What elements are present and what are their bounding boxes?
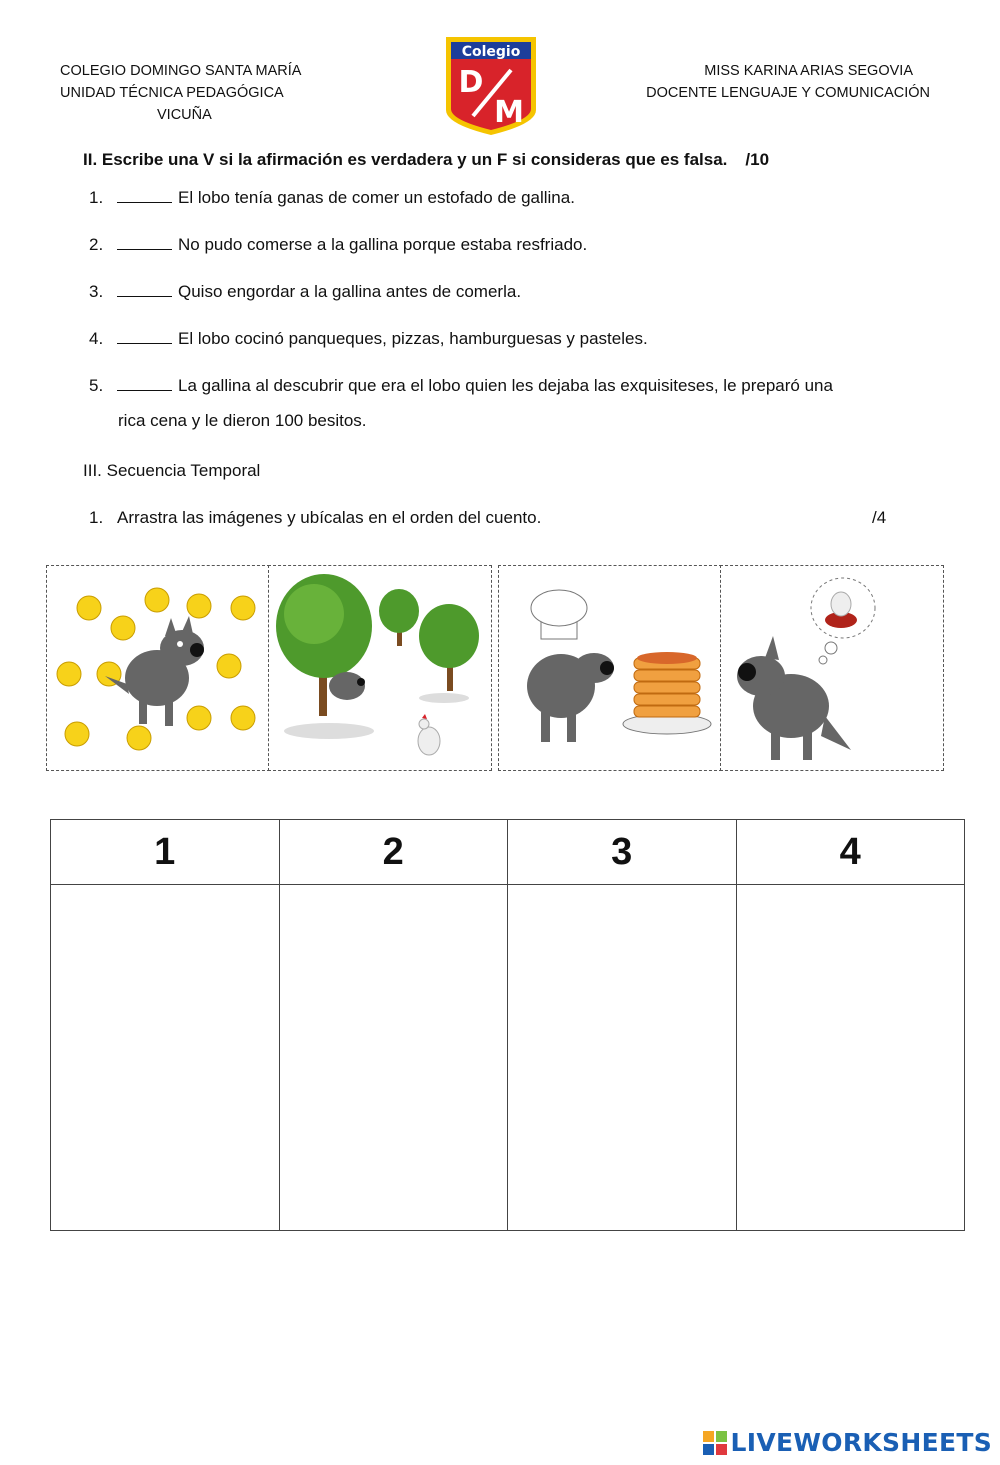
sequence-header-3: 3 bbox=[508, 820, 737, 885]
image-card-wolf-thinking[interactable] bbox=[720, 565, 944, 771]
answer-blank-4[interactable] bbox=[117, 329, 172, 344]
answer-blank-1[interactable] bbox=[117, 188, 172, 203]
answer-blank-3[interactable] bbox=[117, 282, 172, 297]
question-1 bbox=[89, 188, 575, 208]
question-text: No pudo comerse a la gallina porque estaba resfriado. bbox=[178, 235, 588, 254]
liveworksheets-text: LIVEWORKSHEETS bbox=[730, 1428, 992, 1457]
answer-blank-5[interactable] bbox=[117, 376, 172, 391]
school-info bbox=[60, 60, 301, 126]
question-text: Quiso engordar a la gallina antes de comerla. bbox=[178, 282, 522, 301]
question-4 bbox=[89, 329, 648, 349]
section-3-title: III. Secuencia Temporal bbox=[83, 461, 261, 480]
question-3 bbox=[89, 282, 521, 302]
wolf-trees-illustration bbox=[269, 566, 491, 770]
section-2-heading: II. Escribe una V si la afirmación es verdadera y un F si consideras que es falsa. bbox=[83, 150, 728, 169]
liveworksheets-logo bbox=[703, 1428, 992, 1457]
image-card-wolf-chicks[interactable] bbox=[46, 565, 270, 771]
question-number: 5. bbox=[89, 376, 104, 395]
question-text: La gallina al descubrir que era el lobo quien les dejaba las exquisiteses, le preparó una bbox=[178, 376, 833, 395]
instruction bbox=[89, 508, 541, 528]
sequence-header-1: 1 bbox=[51, 820, 280, 885]
section-2-score: /10 bbox=[745, 150, 770, 169]
section-2-title bbox=[83, 150, 769, 170]
sequence-table bbox=[50, 819, 965, 1231]
wolf-pancakes-illustration bbox=[499, 566, 721, 770]
instruction-number: 1. bbox=[89, 508, 104, 527]
question-number: 1. bbox=[89, 188, 104, 207]
school-city: VICUÑA bbox=[157, 107, 212, 123]
wolf-thinking-illustration bbox=[721, 566, 943, 770]
school-name: COLEGIO DOMINGO SANTA MARÍA bbox=[60, 63, 302, 79]
section-3-score: /4 bbox=[872, 508, 887, 527]
wolf-chicks-illustration bbox=[47, 566, 269, 770]
drop-zone-1[interactable] bbox=[51, 885, 280, 1231]
drop-zone-4[interactable] bbox=[736, 885, 965, 1231]
question-5-continuation: rica cena y le dieron 100 besitos. bbox=[118, 411, 367, 430]
question-text: El lobo tenía ganas de comer un estofado de gallina. bbox=[178, 188, 575, 207]
question-5 bbox=[89, 376, 833, 396]
drop-zone-2[interactable] bbox=[279, 885, 508, 1231]
teacher-name: MISS KARINA ARIAS SEGOVIA bbox=[704, 63, 913, 79]
image-card-wolf-trees[interactable] bbox=[268, 565, 492, 771]
teacher-role: DOCENTE LENGUAJE Y COMUNICACIÓN bbox=[646, 85, 930, 101]
logo-letter-m: M bbox=[494, 95, 524, 130]
question-number: 4. bbox=[89, 329, 104, 348]
sequence-header-4: 4 bbox=[736, 820, 965, 885]
school-logo bbox=[443, 34, 539, 138]
liveworksheets-icon bbox=[703, 1431, 727, 1455]
school-unit: UNIDAD TÉCNICA PEDAGÓGICA bbox=[60, 85, 284, 101]
question-2 bbox=[89, 235, 587, 255]
logo-top-text: Colegio bbox=[461, 44, 521, 60]
drop-zone-3[interactable] bbox=[508, 885, 737, 1231]
instruction-text: Arrastra las imágenes y ubícalas en el orden del cuento. bbox=[117, 508, 542, 527]
sequence-header-2: 2 bbox=[279, 820, 508, 885]
question-number: 2. bbox=[89, 235, 104, 254]
draggable-images bbox=[46, 565, 944, 773]
teacher-info bbox=[646, 60, 930, 104]
question-number: 3. bbox=[89, 282, 104, 301]
image-card-wolf-pancakes[interactable] bbox=[498, 565, 722, 771]
question-text: El lobo cocinó panqueques, pizzas, hamburguesas y pasteles. bbox=[178, 329, 648, 348]
answer-blank-2[interactable] bbox=[117, 235, 172, 250]
logo-letter-d: D bbox=[458, 65, 484, 100]
